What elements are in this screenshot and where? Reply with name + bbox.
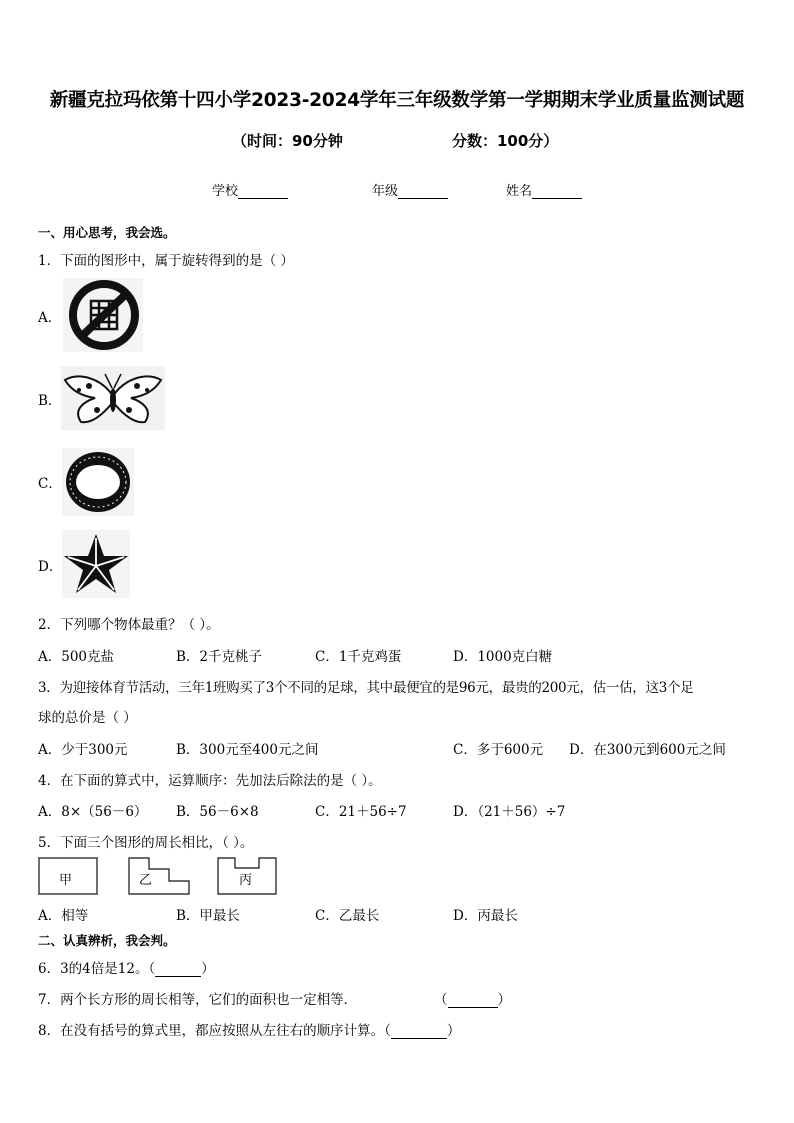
q3-stem-line2: 球的总价是（ ） [38,710,137,726]
exam-time: （时间：90分钟 [232,132,343,150]
name-label: 姓名 [506,184,533,199]
q1-option-c: C． [38,476,62,492]
q5-option-d: D．丙最长 [453,908,518,924]
school-field [212,180,288,199]
q8-answer-blank[interactable] [391,1024,447,1039]
q1-option-d: D． [38,559,63,575]
q3-option-a: A．少于300元 [38,742,128,758]
q1-stem: 1．下面的图形中，属于旋转得到的是（ ） [38,253,294,269]
q2-option-b: B．2千克桃子 [176,649,263,665]
q4-option-d: D．（21＋56）÷7 [453,804,566,820]
butterfly-icon [61,366,165,430]
section-2-heading: 二、认真辨析，我会判。 [38,933,176,948]
page-title: 新疆克拉玛依第十四小学2023-2024学年三年级数学第一学期期末学业质量监测试题 [49,90,745,111]
q2-option-c: C．1千克鸡蛋 [315,649,402,665]
q6-close-paren: ） [201,961,215,977]
q7-answer-blank[interactable] [448,993,498,1008]
grade-blank[interactable] [398,184,448,199]
q6-answer-blank[interactable] [155,962,201,977]
q5-stem: 5．下面三个图形的周长相比，（ ）。 [38,835,254,851]
prohibition-sign-icon [63,278,143,352]
school-label: 学校 [212,184,239,199]
q7-answer [434,988,511,1008]
name-field [506,180,582,199]
q4-option-a: A．8×（56－6） [38,804,148,820]
shape-bing-label: 丙 [239,873,253,888]
q6-text: 6．3的4倍是12。（ [38,961,156,977]
q1-option-a: A． [38,310,62,326]
q3-option-c: C．多于600元 [453,742,544,758]
q2-option-a: A．500克盐 [38,649,115,665]
q1-option-b: B． [38,393,62,409]
q5-option-a: A．相等 [38,908,89,924]
school-blank[interactable] [238,184,288,199]
grade-field [372,180,448,199]
section-1-heading: 一、用心思考，我会选。 [38,225,176,240]
shape-yi [128,857,190,895]
q2-stem: 2．下列哪个物体最重？（ ）。 [38,617,220,633]
q8-stem [38,1019,460,1039]
shape-yi-label: 乙 [139,873,153,888]
q8-close-paren: ） [446,1023,461,1039]
q2-option-d: D．1000克白糖 [453,649,553,665]
grade-label: 年级 [372,184,399,199]
exam-score: 分数：100分） [452,132,559,150]
q6-stem [38,957,215,977]
q3-option-b: B．300元至400元之间 [176,742,319,758]
q4-option-c: C．21＋56÷7 [315,804,407,820]
q8-text: 8．在没有括号的算式里，都应按照从左往右的顺序计算。（ [38,1023,391,1039]
q4-option-b: B．56－6×8 [176,804,259,820]
q7-stem: 7．两个长方形的周长相等，它们的面积也一定相等． [38,992,358,1008]
q5-option-c: C．乙最长 [315,908,380,924]
name-blank[interactable] [532,184,582,199]
q7-open-paren: （ [434,992,448,1008]
q7-close-paren: ） [497,992,511,1008]
q3-stem-line1: 3．为迎接体育节活动，三年1班购买了3个不同的足球，其中最便宜的是96元，最贵的200元，估一估，这3个足 [38,680,694,696]
ring-icon [62,448,134,516]
q4-stem: 4．在下面的算式中，运算顺序：先加法后除法的是（ ）。 [38,773,382,789]
q5-option-b: B．甲最长 [176,908,240,924]
shape-jia-label: 甲 [59,873,73,888]
star-icon [62,530,130,598]
q3-option-d: D．在300元到600元之间 [569,742,726,758]
